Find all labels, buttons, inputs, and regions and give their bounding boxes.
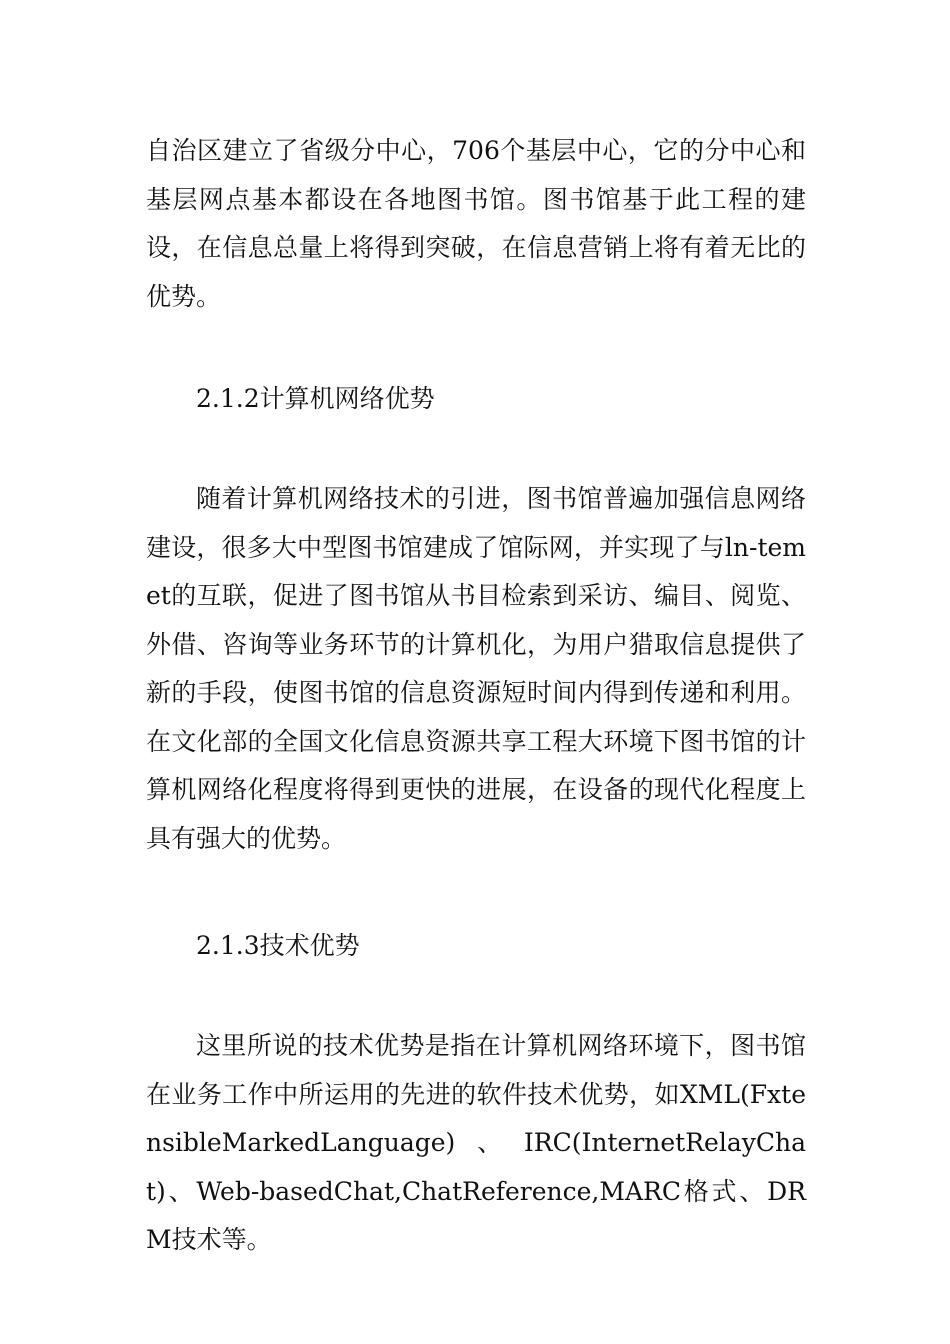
paragraph-technical-advantage: 这里所说的技术优势是指在计算机网络环境下，图书馆在业务工作中所运用的先进的软件技术优势，如XML(FxtensibleMarkedLanguage)、IRC(InternetRelayChat)、Web-basedChat,ChatReference,MARC格式、DRM技术等。 <box>146 1031 806 1254</box>
paragraph-network-advantage: 随着计算机网络技术的引进，图书馆普遍加强信息网络建设，很多大中型图书馆建成了馆际网，并实现了与ln-temet的互联，促进了图书馆从书目检索到采访、编目、阅览、外借、咨询等业务环节的计算机化，为用户猎取信息提供了新的手段，使图书馆的信息资源短时间内得到传递和利用。在文化部的全国文化信息资源共享工程大环境下图书馆的计算机网络化程度将得到更快的进展，在设备的现代化程度上具有强大的优势。 <box>146 484 806 853</box>
section-heading-technical-advantage: 2.1.3技术优势 <box>196 931 360 960</box>
section-heading-network-advantage: 2.1.2计算机网络优势 <box>196 384 435 413</box>
paragraph-regional-centers: 自治区建立了省级分中心，706个基层中心，它的分中心和基层网点基本都设在各地图书馆。图书馆基于此工程的建设，在信息总量上将得到突破，在信息营销上将有着无比的优势。 <box>146 136 806 311</box>
